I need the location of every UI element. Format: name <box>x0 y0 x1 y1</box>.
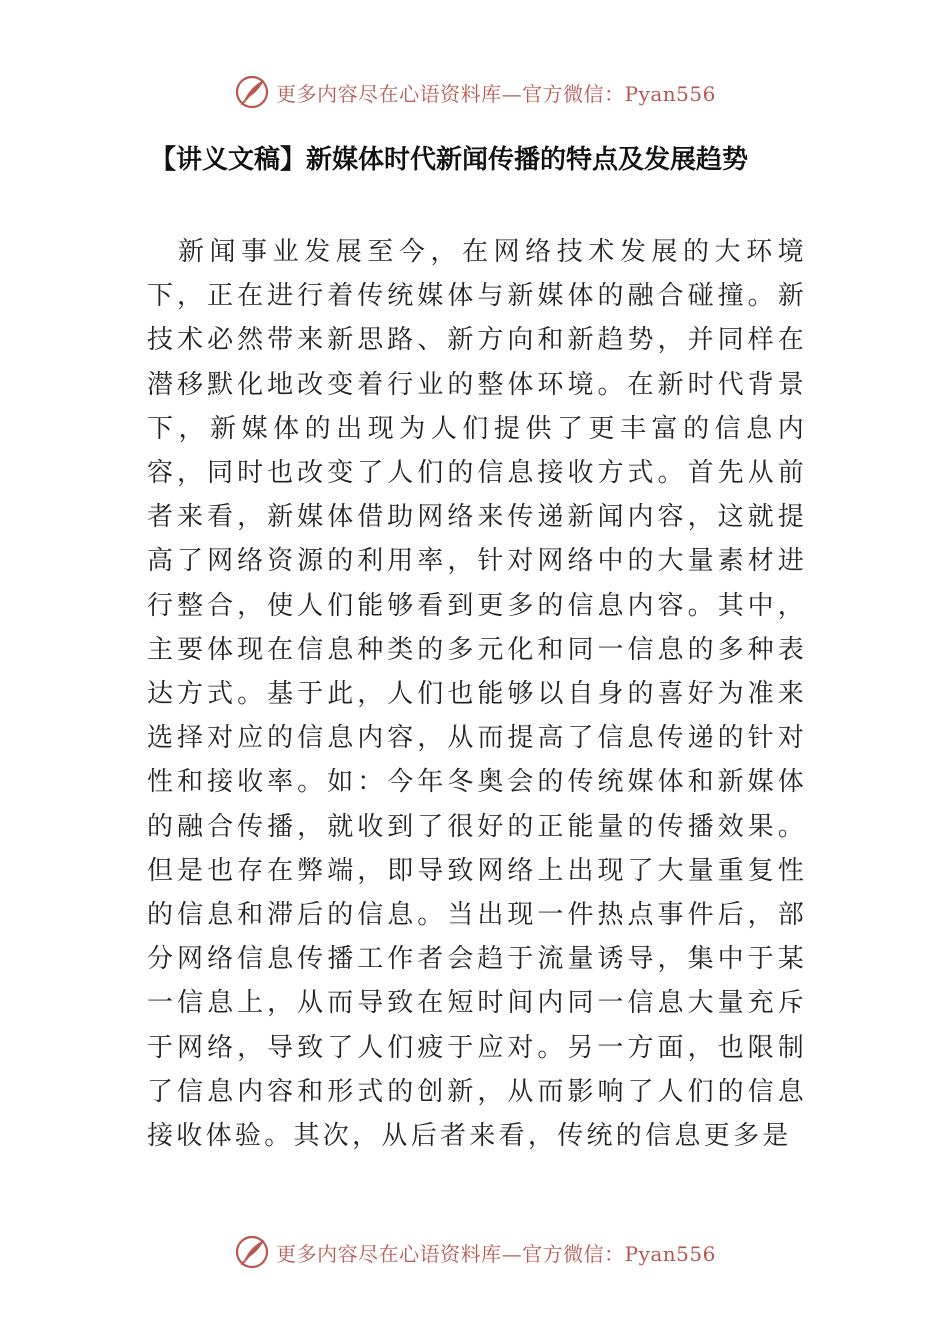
footer-banner-text: 更多内容尽在心语资料库—官方微信：Pyan556 <box>276 1241 716 1266</box>
footer-banner <box>0 1230 950 1274</box>
document-paragraph: 新闻事业发展至今，在网络技术发展的大环境下，正在进行着传统媒体与新媒体的融合碰撞。新技术必然带来新思路、新方向和新趋势，并同样在潜移默化地改变着行业的整体环境。在新时代背景下，新媒体的出现为人们提供了更丰富的信息内容，同时也改变了人们的信息接收方式。首先从前者来看，新媒体借助网络来传递新闻内容，这就提高了网络资源的利用率，针对网络中的大量素材进行整合，使人们能够看到更多的信息内容。其中，主要体现在信息种类的多元化和同一信息的多种表达方式。基于此，人们也能够以自身的喜好为准来选择对应的信息内容，从而提高了信息传递的针对性和接收率。如：今年冬奥会的传统媒体和新媒体的融合传播，就收到了很好的正能量的传播效果。但是也存在弊端，即导致网络上出现了大量重复性的信息和滞后的信息。当出现一件热点事件后，部分网络信息传播工作者会趋于流量诱导，集中于某一信息上，从而导致在短时间内同一信息大量充斥于网络，导致了人们疲于应对。另一方面，也限制了信息内容和形式的创新，从而影响了人们的信息接收体验。其次，从后者来看，传统的信息更多是 <box>147 237 807 1152</box>
header-banner-text: 更多内容尽在心语资料库—官方微信：Pyan556 <box>276 81 716 106</box>
header-banner <box>0 70 950 114</box>
feather-quill-icon <box>234 74 270 110</box>
feather-quill-icon <box>234 1234 270 1270</box>
document-title: 【讲义文稿】新媒体时代新闻传播的特点及发展趋势 <box>150 145 749 175</box>
